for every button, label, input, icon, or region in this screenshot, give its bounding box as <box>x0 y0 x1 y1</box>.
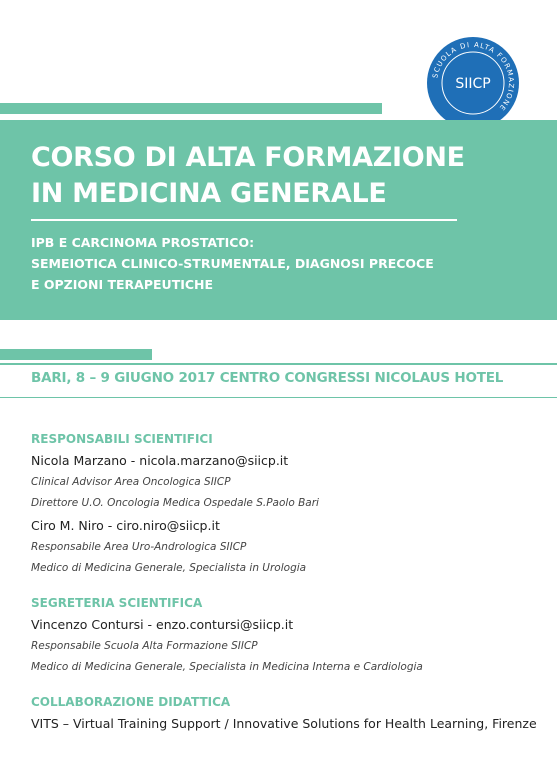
svg-text:SCUOLA DI ALTA FORMAZIONE: SCUOLA DI ALTA FORMAZIONE <box>431 40 516 113</box>
person-contursi: Vincenzo Contursi - enzo.contursi@siicp.it <box>31 617 294 632</box>
course-title <box>31 140 465 212</box>
course-title-line1: CORSO DI ALTA FORMAZIONE <box>31 142 465 173</box>
course-subtitle <box>31 232 434 295</box>
marzano-role-2: Direttore U.O. Oncologia Medica Ospedale S.Paolo Bari <box>31 497 319 509</box>
subtitle-line1: IPB E CARCINOMA PROSTATICO: <box>31 235 255 250</box>
svg-text:SIICP: SIICP <box>455 76 491 92</box>
niro-role-1: Responsabile Area Uro-Andrologica SIICP <box>31 541 247 553</box>
subtitle-line2: SEMEIOTICA CLINICO-STRUMENTALE, DIAGNOSI PRECOCE <box>31 256 434 271</box>
siicp-logo-graphic <box>424 34 522 132</box>
responsabili-heading: RESPONSABILI SCIENTIFICI <box>31 432 213 446</box>
person-niro: Ciro M. Niro - ciro.niro@siicp.it <box>31 518 220 533</box>
niro-role-2: Medico di Medicina Generale, Specialista in Urologia <box>31 562 307 574</box>
contursi-role-2: Medico di Medicina Generale, Specialista in Medicina Interna e Cardiologia <box>31 661 423 673</box>
marzano-role-1: Clinical Advisor Area Oncologica SIICP <box>31 476 231 488</box>
contursi-role-1: Responsabile Scuola Alta Formazione SIICP <box>31 640 258 652</box>
course-title-line2: IN MEDICINA GENERALE <box>31 178 387 209</box>
segreteria-heading: SEGRETERIA SCIENTIFICA <box>31 596 203 610</box>
event-date-location: BARI, 8 – 9 GIUGNO 2017 CENTRO CONGRESSI NICOLAUS HOTEL <box>31 370 504 386</box>
credits-section <box>31 429 541 735</box>
accent-bar-mid <box>0 349 152 360</box>
divider-mid <box>0 363 557 365</box>
collaborazione-heading: COLLABORAZIONE DIDATTICA <box>31 695 231 709</box>
subtitle-line3: E OPZIONI TERAPEUTICHE <box>31 277 214 292</box>
collaborazione-text: VITS – Virtual Training Support / Innovative Solutions for Health Learning, Firenze <box>31 716 537 731</box>
siicp-logo <box>424 34 522 132</box>
accent-bar-top <box>0 103 382 114</box>
person-marzano: Nicola Marzano - nicola.marzano@siicp.it <box>31 453 289 468</box>
divider-event <box>0 397 557 398</box>
title-divider <box>31 219 457 221</box>
